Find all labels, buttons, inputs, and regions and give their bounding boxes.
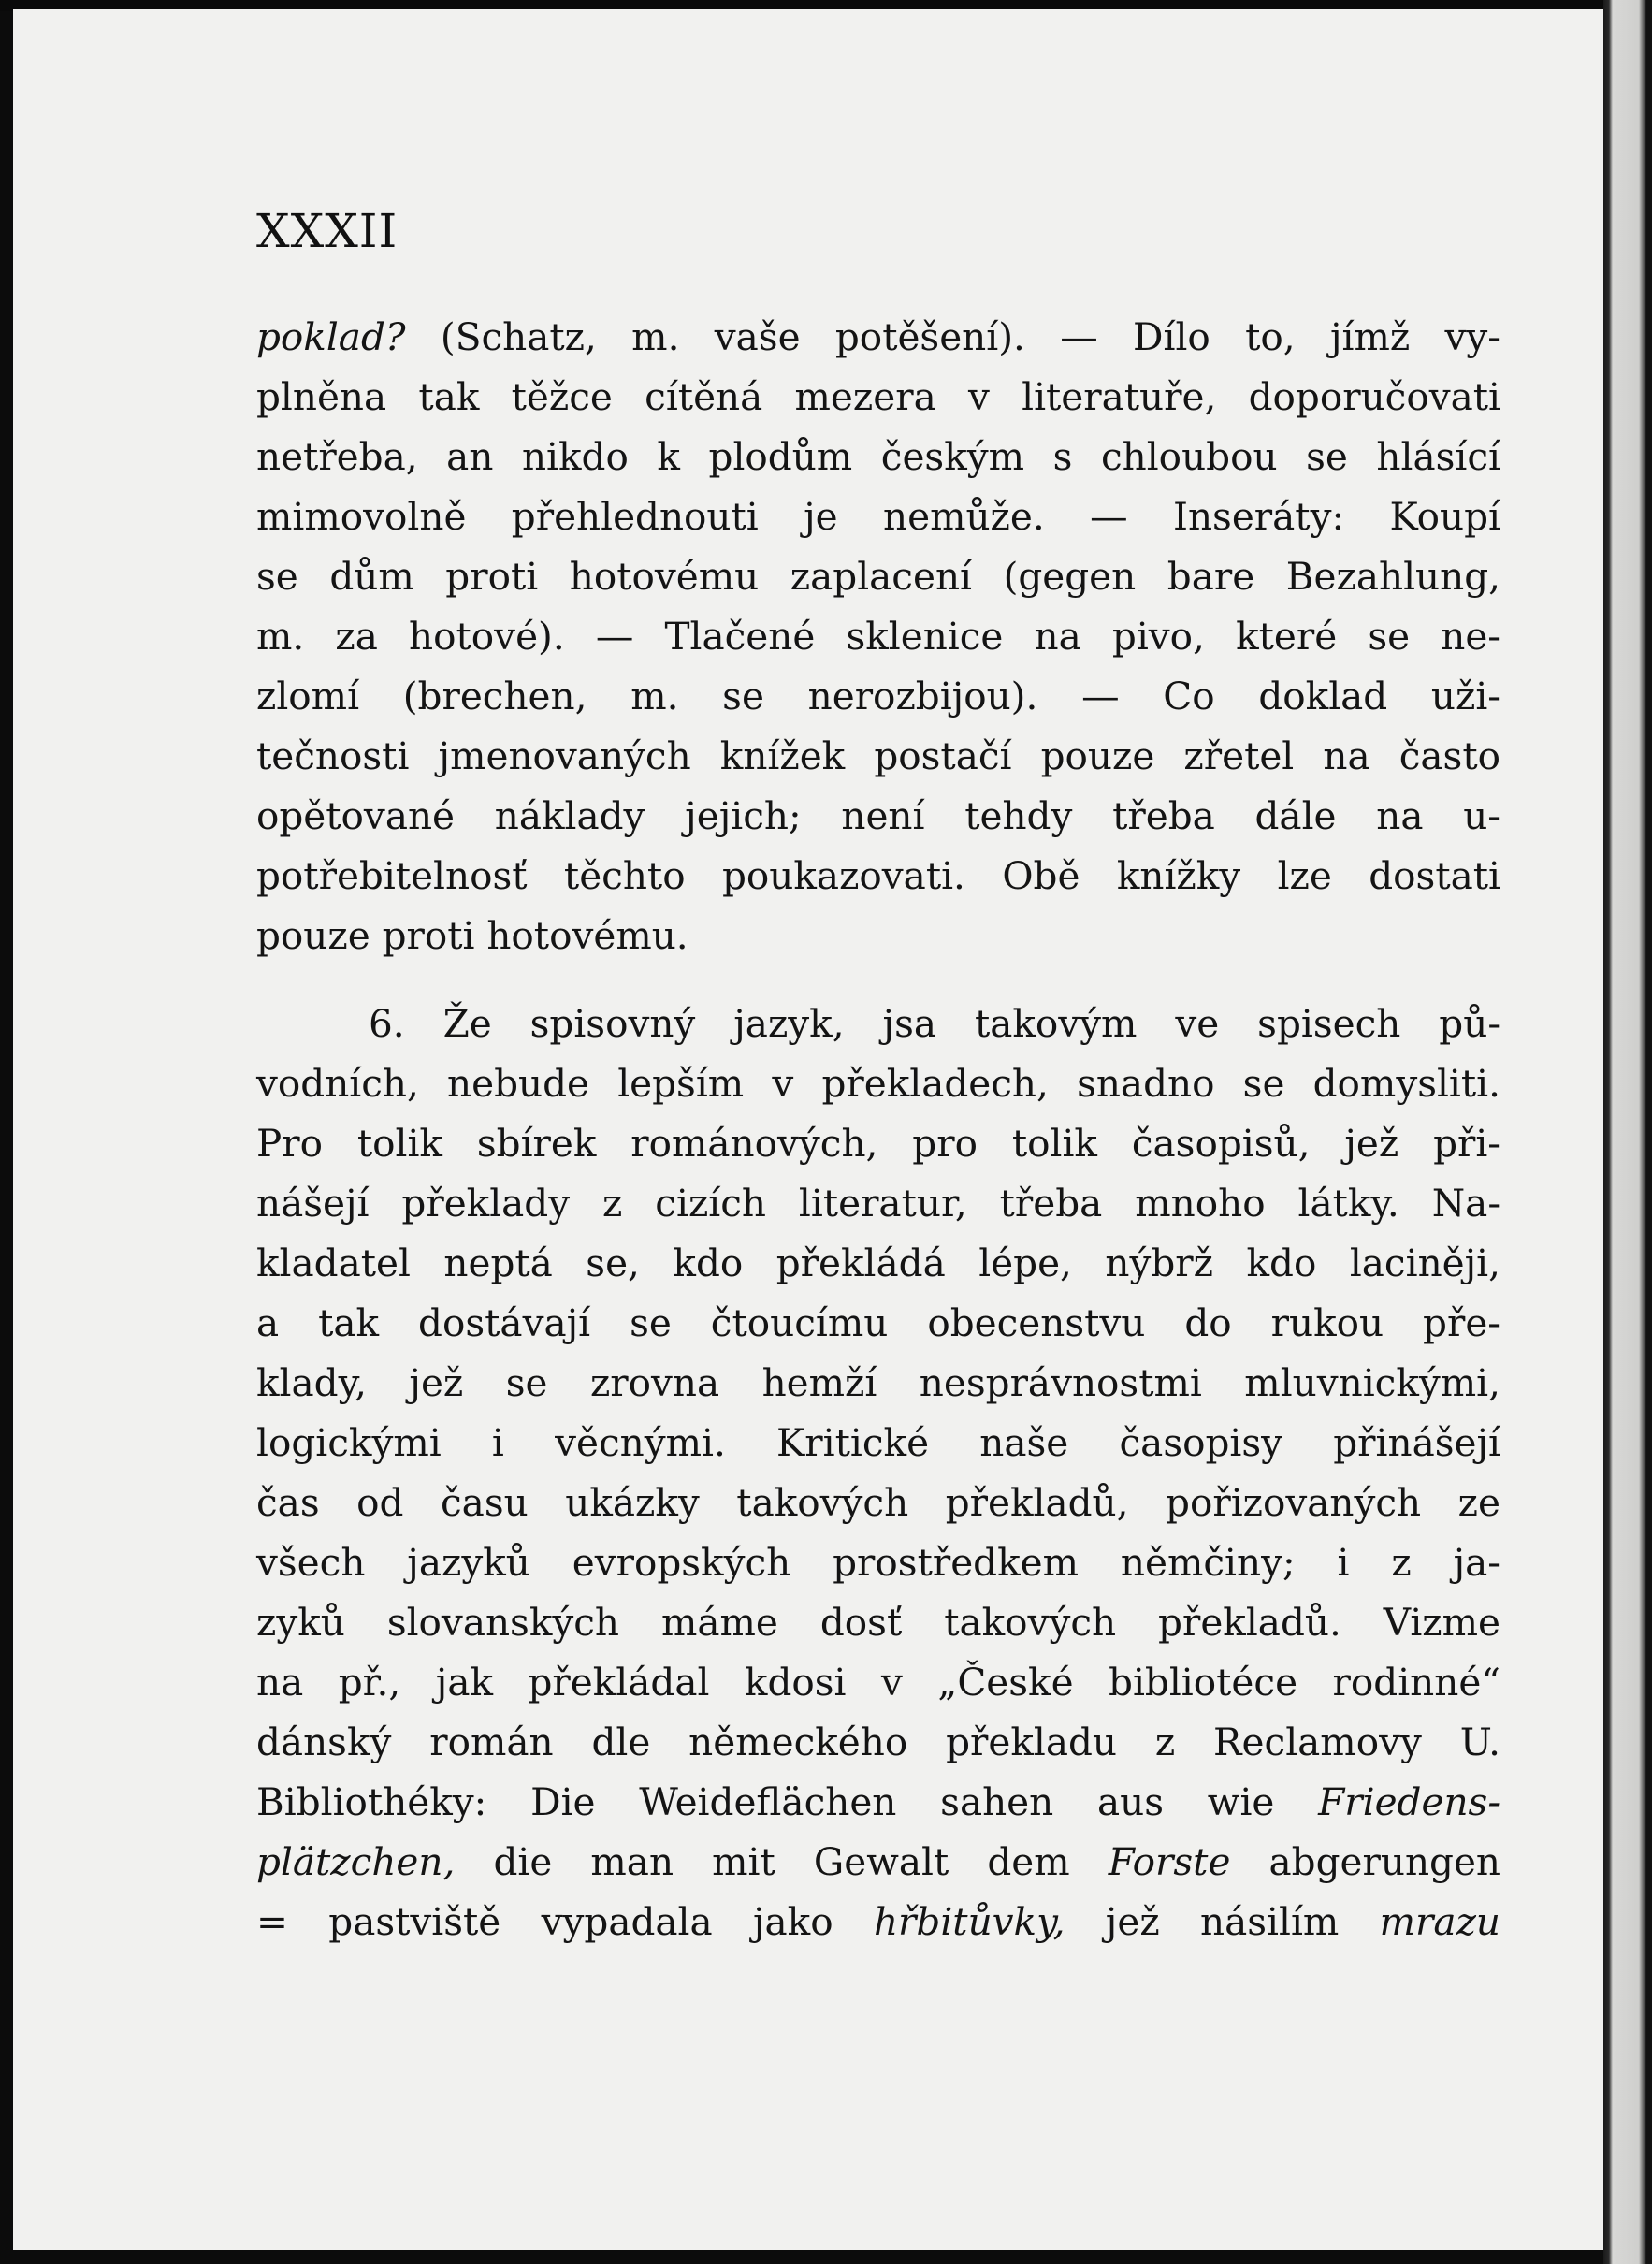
text-line: vodních, nebude lepším v překladech, snadno se domysliti.: [256, 1061, 1500, 1106]
text-line: potřebitelnosť těchto poukazovati. Obě knížky lze dostati: [256, 853, 1500, 898]
italic-word: Forste: [1108, 1839, 1231, 1884]
text-line: zyků slovanských máme dosť takových překladů. Vizme: [256, 1600, 1500, 1645]
text-line: nášejí překlady z cizích literatur, třeba mnoho látky. Na-: [256, 1181, 1500, 1226]
book-page: [13, 9, 1603, 2250]
text-line: dánský román dle německého překladu z Reclamovy U.: [256, 1720, 1500, 1764]
text-line: a tak dostávají se čtoucímu obecenstvu do rukou pře-: [256, 1300, 1500, 1345]
text-line: logickými i věcnými. Kritické naše časopisy přinášejí: [256, 1420, 1500, 1465]
page-text: [256, 307, 1500, 1952]
page-number: XXXII: [256, 204, 399, 258]
text-line: na př., jak překládal kdosi v „České bibliotéce rodinné“: [256, 1660, 1500, 1705]
text-line: mimovolně přehlednouti je nemůže. — Inseráty: Koupí: [256, 494, 1500, 539]
text-line: 6. Že spisovný jazyk, jsa takovým ve spisech pů-: [369, 1001, 1500, 1046]
text-line: klady, jež se zrovna hemží nesprávnostmi mluvnickými,: [256, 1360, 1500, 1405]
italic-word: hřbitůvky,: [873, 1899, 1065, 1944]
text-line: se dům proti hotovému zaplacení (gegen bare Bezahlung,: [256, 554, 1500, 599]
italic-word: mrazu: [1379, 1899, 1500, 1944]
text-line: netřeba, an nikdo k plodům českým s chloubou se hlásící: [256, 434, 1500, 479]
text-line: [256, 1892, 1500, 1952]
text-line: m. za hotové). — Tlačené sklenice na pivo, které se ne-: [256, 614, 1500, 659]
text-line: všech jazyků evropských prostředkem němčiny; i z ja-: [256, 1540, 1500, 1585]
text-line: [256, 1772, 1500, 1832]
line-text: = pastviště vypadala jako: [256, 1899, 874, 1944]
text-line: tečnosti jmenovaných knížek postačí pouze zřetel na často: [256, 733, 1500, 778]
text-line: pouze proti hotovému.: [256, 913, 688, 958]
text-line: kladatel neptá se, kdo překládá lépe, nýbrž kdo laciněji,: [256, 1241, 1500, 1285]
italic-word: poklad?: [256, 314, 406, 359]
text-line: opětované náklady jejich; není tehdy třeba dále na u-: [256, 793, 1500, 838]
scan-right-edge: [1603, 0, 1652, 2264]
paragraph-gap: [256, 965, 1500, 994]
text-line: čas od času ukázky takových překladů, pořizovaných ze: [256, 1480, 1500, 1525]
italic-word: Friedens-: [1318, 1779, 1500, 1824]
text-line: [256, 1832, 1500, 1892]
line-text: (Schatz, m. vaše potěšení). — Dílo to, jímž vy-: [405, 314, 1500, 359]
line-text: die man mit Gewalt dem: [455, 1839, 1109, 1884]
text-line: zlomí (brechen, m. se nerozbijou). — Co doklad uži-: [256, 674, 1500, 718]
line-text: abgerungen: [1230, 1839, 1500, 1884]
line-text: Bibliothéky: Die Weideflächen sahen aus wie: [256, 1779, 1319, 1824]
text-line: [256, 307, 1500, 367]
text-line: plněna tak těžce cítěná mezera v literatuře, doporučovati: [256, 374, 1500, 419]
text-line: Pro tolik sbírek románových, pro tolik časopisů, jež při-: [256, 1121, 1500, 1166]
italic-word: plätzchen,: [256, 1839, 456, 1884]
line-text: jež násilím: [1065, 1899, 1380, 1944]
